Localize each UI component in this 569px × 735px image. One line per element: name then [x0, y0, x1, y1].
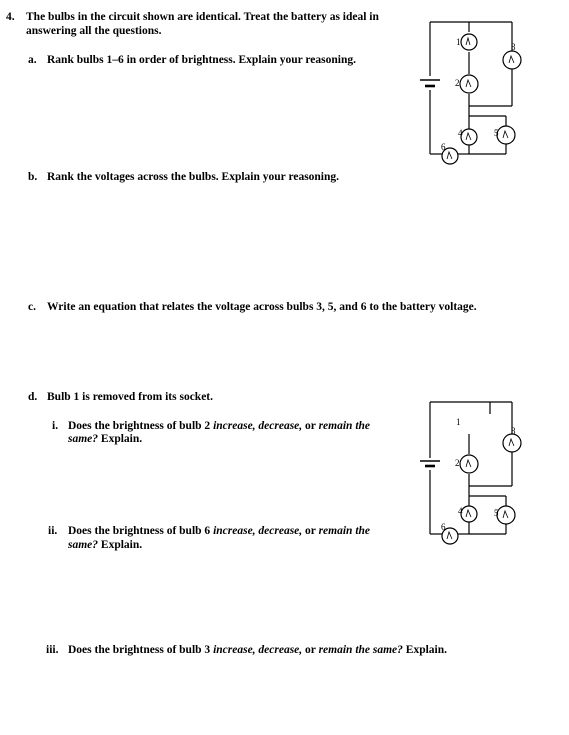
- problem-intro-line2: answering all the questions.: [26, 25, 162, 37]
- part-d-question: Bulb 1 is removed from its socket.: [47, 391, 213, 403]
- bulb-3-label: 3: [511, 42, 516, 52]
- part-d-i-emph: increase, decrease,: [213, 420, 303, 432]
- part-d-ii-line2-emph: same?: [68, 539, 99, 551]
- part-a-question: Rank bulbs 1–6 in order of brightness. Explain your reasoning.: [47, 54, 356, 66]
- part-c-label: c.: [28, 301, 36, 313]
- bulb-2-label: 2: [455, 458, 460, 468]
- part-d-label: d.: [28, 391, 38, 403]
- part-d-ii-mid: or: [305, 525, 316, 537]
- bulb-3-label: 3: [511, 426, 516, 436]
- bulb-6-label: 6: [441, 522, 446, 532]
- bulb-6-label: 6: [441, 142, 446, 152]
- part-d-i-mid: or: [305, 420, 316, 432]
- part-d-iii-emph: increase, decrease,: [213, 644, 303, 656]
- part-d-i-label: i.: [52, 420, 59, 432]
- bulb-2-symbol: [460, 75, 478, 93]
- bulb-3-symbol: [503, 51, 521, 69]
- battery-symbol: [420, 80, 440, 86]
- bulb-3-symbol: [503, 434, 521, 452]
- bulb-4-symbol: [461, 506, 477, 522]
- part-d-i-emph2: remain the: [318, 420, 371, 432]
- part-d-ii-pre: Does the brightness of bulb 6: [68, 525, 211, 537]
- part-d-i-line2-rest: Explain.: [100, 433, 143, 445]
- bulb-1-symbol: [461, 34, 477, 50]
- part-d-iii-label: iii.: [46, 644, 59, 656]
- part-d-ii-line1: [68, 524, 370, 538]
- part-b-label: b.: [28, 171, 38, 183]
- bulb-4-label: 4: [458, 506, 463, 516]
- circuit-diagram-full: [415, 14, 535, 174]
- bulb-5-symbol: [497, 126, 515, 144]
- circuit-diagram-bulb1-removed: [415, 394, 535, 554]
- bulb-1-label: 1: [456, 37, 461, 47]
- part-d-i-line2-emph: same?: [68, 433, 99, 445]
- bulb-1-label: 1: [456, 417, 461, 427]
- bulb-5-label: 5: [494, 508, 499, 518]
- part-d-iii-emph2: remain the same?: [318, 644, 403, 656]
- part-d-ii-label: ii.: [48, 525, 58, 537]
- problem-number: 4.: [6, 11, 15, 23]
- problem-intro-line1: The bulbs in the circuit shown are identical. Treat the battery as ideal in: [26, 11, 379, 23]
- part-d-ii-emph2: remain the: [318, 525, 371, 537]
- part-d-iii-pre: Does the brightness of bulb 3: [68, 644, 211, 656]
- bulb-4-symbol: [461, 129, 477, 145]
- part-d-iii-line: [68, 643, 447, 657]
- bulb-2-symbol: [460, 455, 478, 473]
- part-d-i-line1: [68, 419, 370, 433]
- part-d-i-pre: Does the brightness of bulb 2: [68, 420, 211, 432]
- part-d-ii-emph: increase, decrease,: [213, 525, 303, 537]
- bulb-4-label: 4: [458, 128, 463, 138]
- part-d-ii-line2-rest: Explain.: [100, 539, 143, 551]
- bulb-2-label: 2: [455, 78, 460, 88]
- part-d-i-line2: [68, 432, 142, 446]
- bulb-5-label: 5: [494, 128, 499, 138]
- bulb-5-symbol: [497, 506, 515, 524]
- part-b-question: Rank the voltages across the bulbs. Explain your reasoning.: [47, 171, 340, 183]
- part-c-question: Write an equation that relates the voltage across bulbs 3, 5, and 6 to the battery voltage.: [47, 301, 477, 313]
- part-d-iii-mid: or: [305, 644, 316, 656]
- part-d-iii-rest: Explain.: [405, 644, 448, 656]
- part-a-label: a.: [28, 54, 37, 66]
- part-d-ii-line2: [68, 538, 142, 552]
- battery-symbol: [420, 461, 440, 466]
